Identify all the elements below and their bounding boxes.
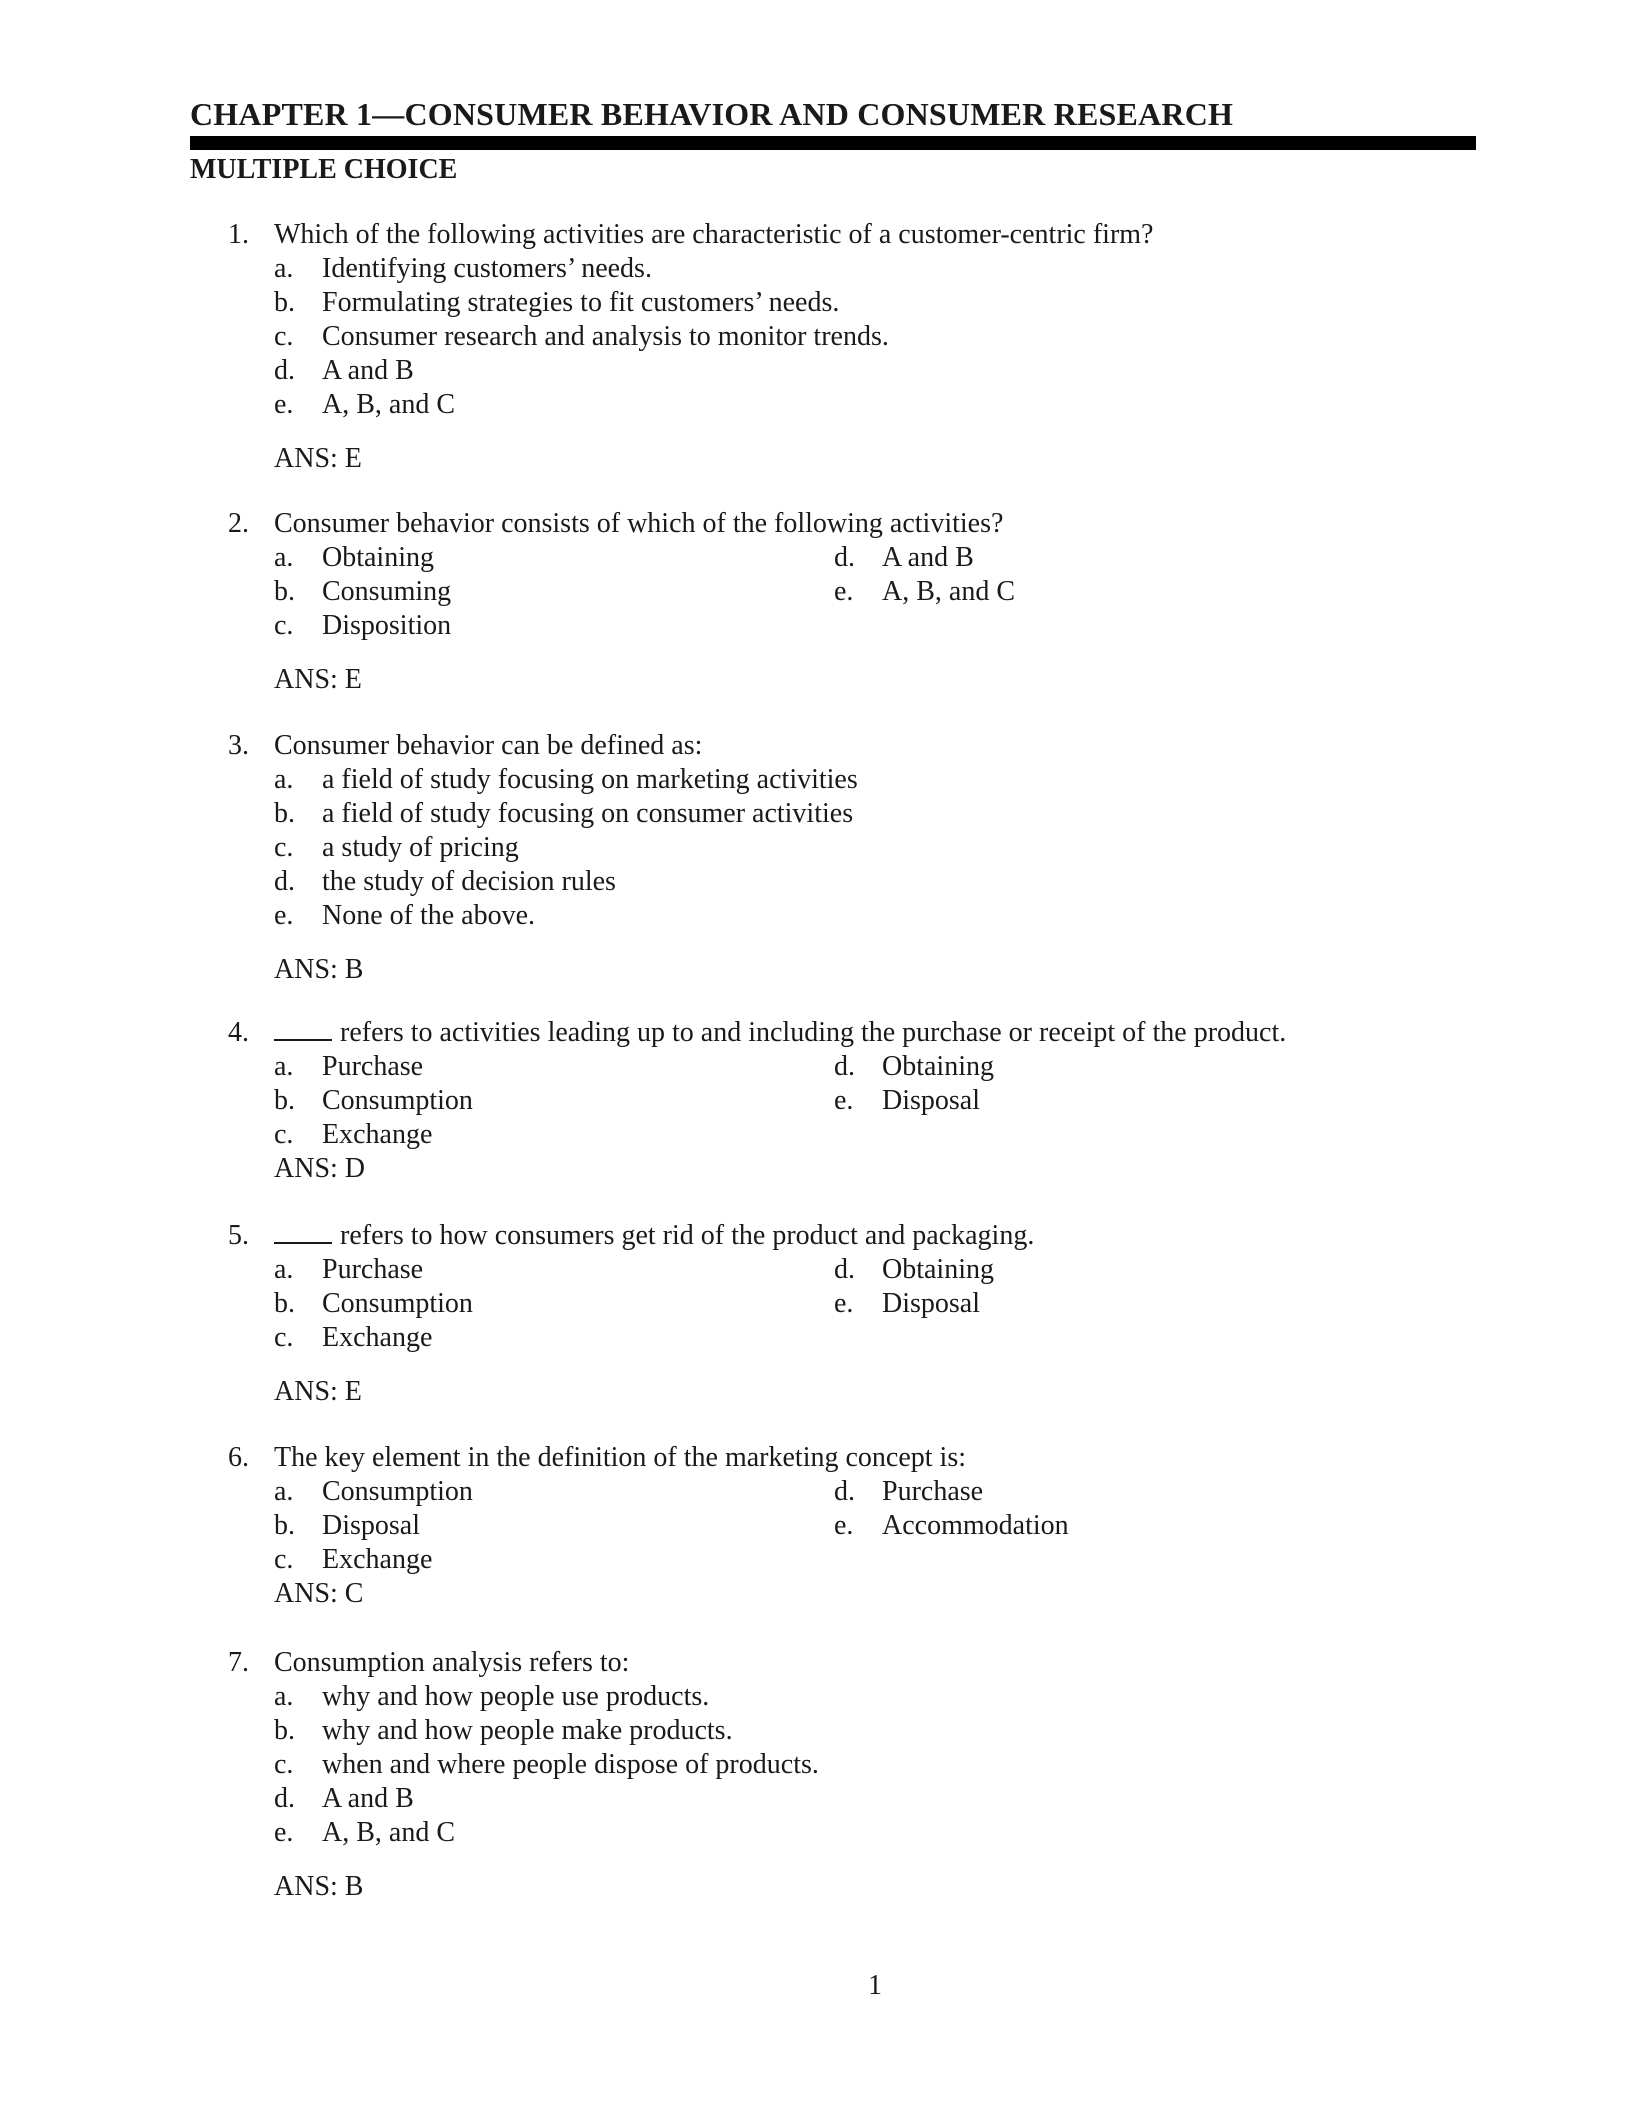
question-text: Consumer behavior consists of which of the following activities? — [274, 508, 1004, 539]
answer-key: ANS: B — [274, 954, 364, 985]
option-c: c. Exchange — [274, 1119, 433, 1150]
question-text: Consumption analysis refers to: — [274, 1647, 630, 1678]
option-b: b. Consumption e. Disposal — [274, 1288, 980, 1319]
option-e: e. — [834, 576, 854, 607]
question-text: refers to how consumers get rid of the product and packaging. — [274, 1219, 1034, 1253]
answer-key: ANS: D — [274, 1153, 366, 1184]
option-c: c. Consumer research and analysis to monitor trends. — [274, 321, 889, 352]
option-d: d. — [834, 1254, 855, 1285]
option-e: e. — [834, 1288, 854, 1319]
option-e: e. — [834, 1510, 854, 1541]
question-text: Consumer behavior can be defined as: — [274, 730, 703, 761]
option-d: d. A and B — [274, 1783, 414, 1814]
question-number: 3. — [228, 730, 249, 761]
chapter-title: CHAPTER 1—CONSUMER BEHAVIOR AND CONSUMER RESEARCH — [190, 96, 1234, 132]
question-number: 5. — [228, 1220, 249, 1251]
answer-blank — [274, 1220, 332, 1244]
section-title: MULTIPLE CHOICE — [190, 154, 458, 185]
title-rule — [190, 136, 1476, 150]
question-number: 2. — [228, 508, 249, 539]
question-number: 1. — [228, 219, 249, 250]
question-number: 4. — [228, 1017, 249, 1048]
option-b: b. Formulating strategies to fit customers’ needs. — [274, 287, 840, 318]
option-b: b. why and how people make products. — [274, 1715, 733, 1746]
option-e: e. None of the above. — [274, 900, 536, 931]
option-d: d. — [834, 542, 855, 573]
option-d: d. the study of decision rules — [274, 866, 616, 897]
answer-key: ANS: E — [274, 443, 362, 474]
question-number: 7. — [228, 1647, 249, 1678]
option-a: a. Purchase d. Obtaining — [274, 1254, 994, 1285]
answer-key: ANS: E — [274, 1376, 362, 1407]
option-b: b. Consuming e. A, B, and C — [274, 576, 1015, 607]
option-b: b. Disposal e. Accommodation — [274, 1510, 1069, 1541]
option-d: d. — [834, 1051, 855, 1082]
option-c: c. a study of pricing — [274, 832, 519, 863]
option-a: a. Purchase d. Obtaining — [274, 1051, 994, 1082]
option-c: c. Exchange — [274, 1544, 433, 1575]
answer-key: ANS: C — [274, 1578, 364, 1609]
option-e: e. A, B, and C — [274, 389, 455, 420]
option-a: a. Consumption d. Purchase — [274, 1476, 984, 1507]
answer-key: ANS: B — [274, 1871, 364, 1902]
option-c: c. Disposition — [274, 610, 452, 641]
option-a: a. a field of study focusing on marketing activities — [274, 764, 858, 795]
option-b: b. Consumption e. Disposal — [274, 1085, 980, 1116]
option-a: a. why and how people use products. — [274, 1681, 710, 1712]
question-text: The key element in the definition of the marketing concept is: — [274, 1442, 967, 1473]
page-number: 1 — [868, 1970, 882, 2001]
option-d: d. A and B — [274, 355, 414, 386]
question-number: 6. — [228, 1442, 249, 1473]
question-text: Which of the following activities are characteristic of a customer-centric firm? — [274, 219, 1154, 250]
answer-blank — [274, 1017, 332, 1041]
option-e: e. A, B, and C — [274, 1817, 455, 1848]
option-a: a. Identifying customers’ needs. — [274, 253, 652, 284]
question-text: refers to activities leading up to and including the purchase or receipt of the product. — [274, 1016, 1286, 1050]
option-c: c. Exchange — [274, 1322, 433, 1353]
option-e: e. — [834, 1085, 854, 1116]
option-a: a. Obtaining d. A and B — [274, 542, 974, 573]
option-d: d. — [834, 1476, 855, 1507]
answer-key: ANS: E — [274, 664, 362, 695]
option-c: c. when and where people dispose of products. — [274, 1749, 819, 1780]
option-b: b. a field of study focusing on consumer activities — [274, 798, 854, 829]
